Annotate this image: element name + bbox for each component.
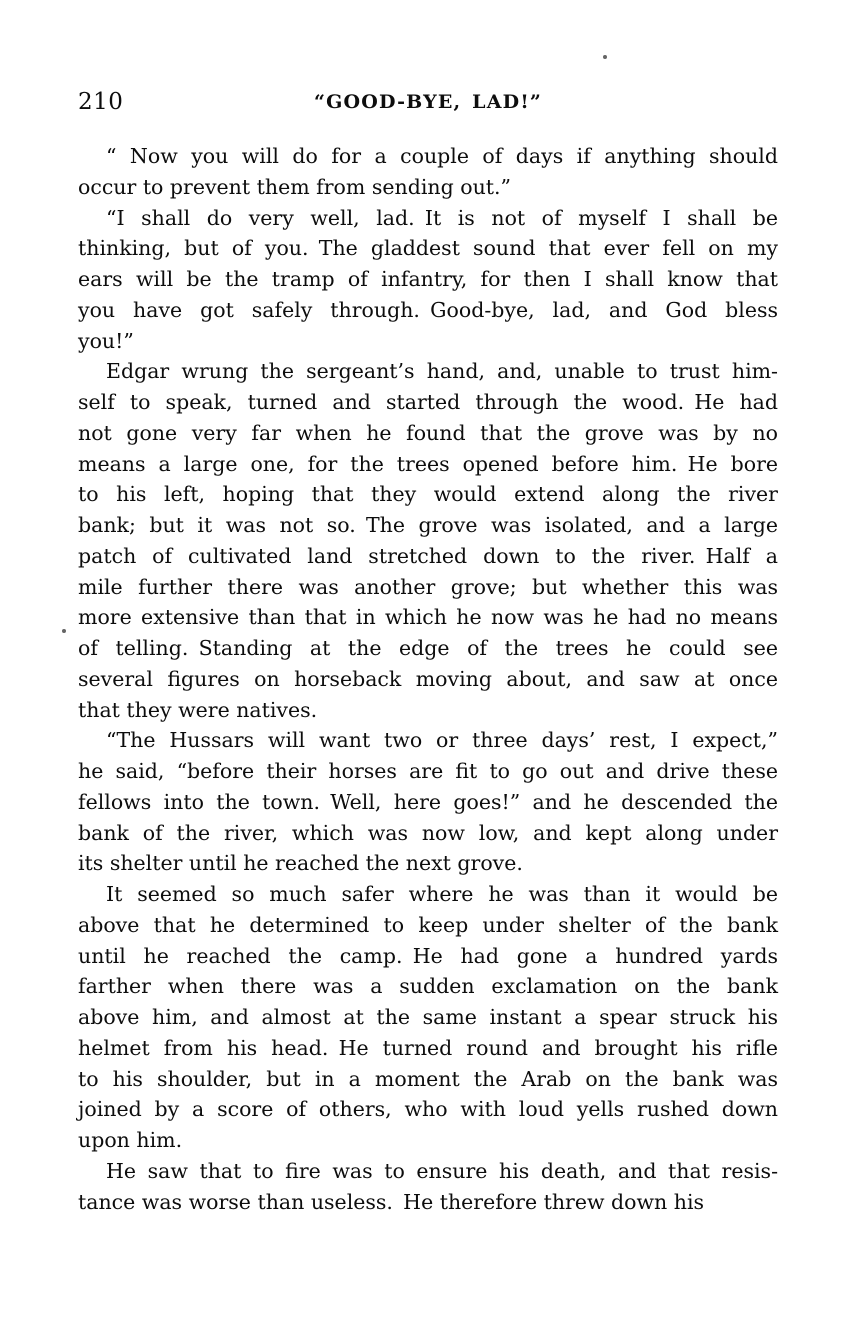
paragraph [78,203,778,357]
scan-speck [603,55,607,59]
text-line: several figures on horseback moving about, and saw at once [78,666,778,691]
text-line: not gone very far when he found that the grove was by no [78,420,778,445]
paragraph [78,356,778,725]
paragraph [78,141,778,203]
text-line: occur to prevent them from sending out.” [78,174,512,199]
text-line: you have got safely through. Good-bye, lad, and God bless [78,297,778,322]
page-number: 210 [78,89,124,115]
text-line: its shelter until he reached the next grove. [78,851,523,876]
text-line: upon him. [78,1128,183,1152]
text-line: Edgar wrung the sergeant’s hand, and, unable to trust him- [106,359,778,384]
text-block [78,141,778,1217]
paragraph [78,1156,778,1218]
text-line: joined by a score of others, who with loud yells rushed down [78,1097,778,1122]
text-line: bank; but it was not so. The grove was isolated, and a large [78,513,778,537]
text-line: of telling. Standing at the edge of the trees he could see [78,636,778,660]
text-line: you!” [78,328,134,353]
text-line: tance was worse than useless. He therefore threw down his [78,1189,705,1214]
text-line: mile further there was another grove; but whether this was [78,574,778,599]
text-line: “I shall do very well, lad. It is not of myself I shall be [106,205,778,230]
text-line: helmet from his head. He turned round and brought his rifle [78,1035,778,1060]
text-line: that they were natives. [78,697,318,722]
text-line: above that he determined to keep under shelter of the bank [78,912,778,937]
text-line: until he reached the camp. He had gone a hundred yards [78,943,778,968]
text-line: patch of cultivated land stretched down to the river. Half a [78,543,778,568]
text-line: to his shoulder, but in a moment the Arab on the bank was [78,1066,778,1091]
text-line: self to speak, turned and started through the wood. He had [78,390,778,414]
text-line: “ Now you will do for a couple of days if anything should [106,144,778,168]
text-line: farther when there was a sudden exclamation on the bank [78,974,778,999]
text-line: ears will be the tramp of infantry, for then I shall know that [78,267,778,291]
text-line: It seemed so much safer where he was than it would be [106,882,778,906]
text-line: to his left, hoping that they would extend along the river [78,482,778,507]
text-line: means a large one, for the trees opened before him. He bore [78,451,778,476]
running-header-title: “GOOD-BYE, LAD!” [313,91,543,113]
scan-speck [62,629,66,633]
text-line: He saw that to fire was to ensure his death, and that resis- [106,1158,778,1183]
text-line: bank of the river, which was now low, and kept along under [78,820,778,845]
text-line: he said, “before their horses are fit to go out and drive these [78,759,778,783]
paragraph [78,725,778,879]
text-line: above him, and almost at the same instant a spear struck his [78,1005,778,1029]
text-line: more extensive than that in which he now was he had no means [78,605,778,630]
paragraph [78,879,778,1156]
text-line: thinking, but of you. The gladdest sound that ever fell on my [78,236,778,261]
running-header-row [78,88,778,116]
text-line: “The Hussars will want two or three days’ rest, I expect,” [106,728,778,753]
text-line: fellows into the town. Well, here goes!” and he descended the [78,789,778,814]
